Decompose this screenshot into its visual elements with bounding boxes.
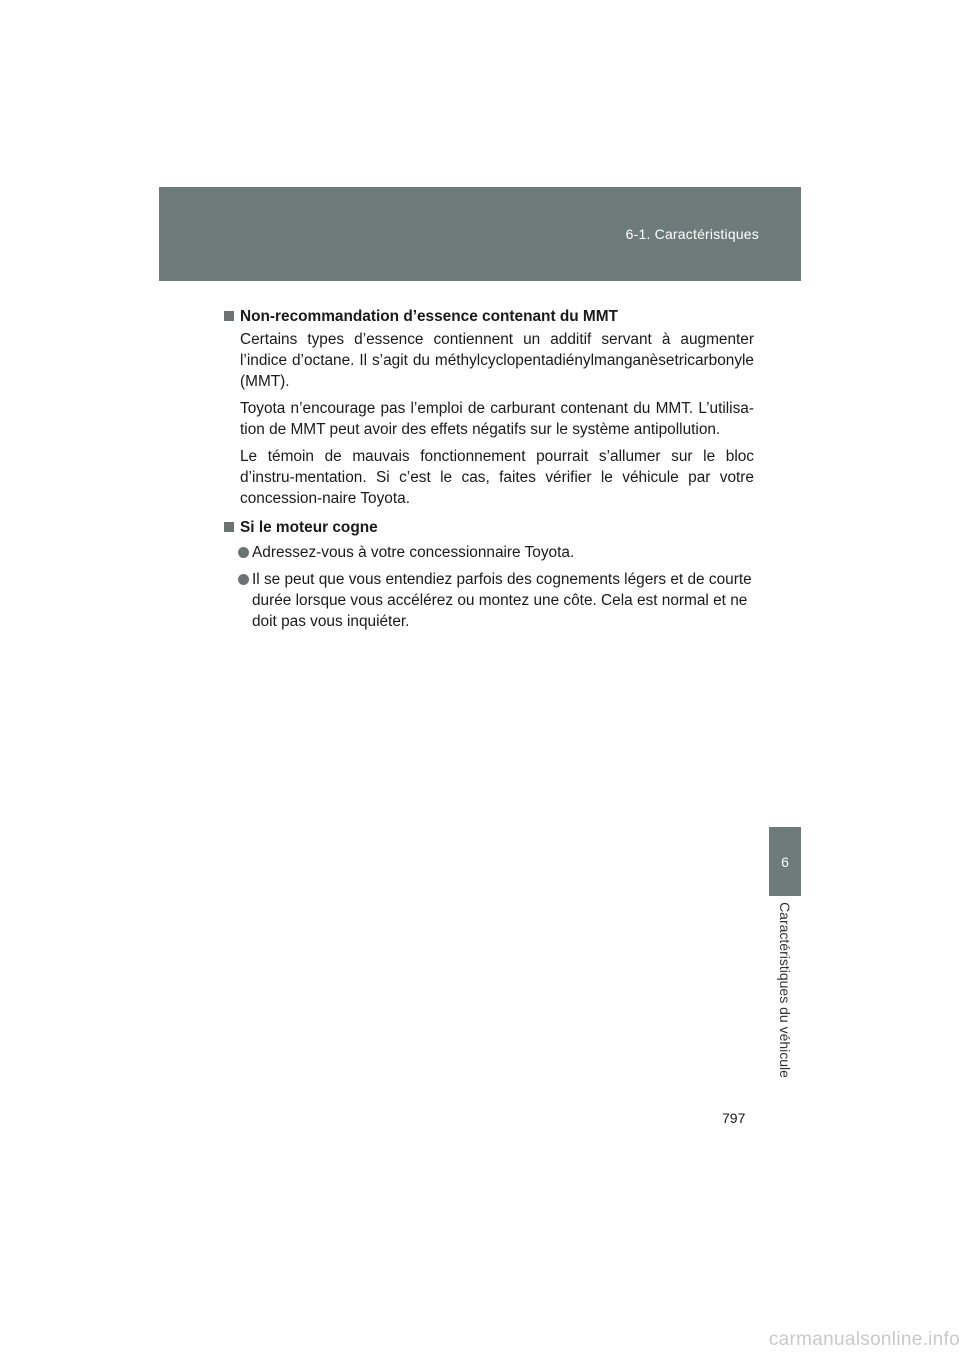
list-item: Adressez-vous à votre concessionnaire Toyota. (224, 542, 754, 563)
section-knocking (224, 517, 754, 632)
circle-bullet-icon (238, 547, 249, 558)
square-bullet-icon (224, 522, 234, 532)
watermark: carmanualsonline.info (768, 1329, 960, 1350)
paragraph: Le témoin de mauvais fonctionnement pourrait s’allumer sur le bloc d’instru-mentation. Si c’est le cas, faites vérifier le véhicule par votre concession-naire Toyota. (240, 448, 754, 507)
section-mmt (224, 306, 754, 509)
page-number: 797 (722, 1110, 746, 1126)
section-title: Non-recommandation d’essence contenant du MMT (224, 306, 754, 327)
list-item: Il se peut que vous entendiez parfois des cognements légers et de courte durée lorsque vous accélérez ou montez une côte. Cela est normal et ne doit pas vous inquiéter. (224, 569, 754, 632)
header-bar (159, 187, 801, 281)
chapter-tab (769, 827, 801, 896)
section-heading: 6-1. Caractéristiques (625, 226, 759, 242)
circle-bullet-icon (238, 574, 249, 585)
chapter-number: 6 (781, 853, 789, 870)
paragraph: Certains types d’essence contiennent un additif servant à augmenter l’indice d’octane. Il s’agit du méthylcyclopentadiénylmanganèsetricarbonyle (MMT). (240, 331, 754, 390)
square-bullet-icon (224, 311, 234, 321)
chapter-label: Caractéristiques du véhicule (777, 902, 793, 1078)
section-title: Si le moteur cogne (224, 517, 754, 538)
paragraph: Toyota n’encourage pas l’emploi de carburant contenant du MMT. L’utilisa-tion de MMT peut avoir des effets négatifs sur le système antipollution. (240, 400, 754, 438)
page-content (224, 306, 754, 638)
